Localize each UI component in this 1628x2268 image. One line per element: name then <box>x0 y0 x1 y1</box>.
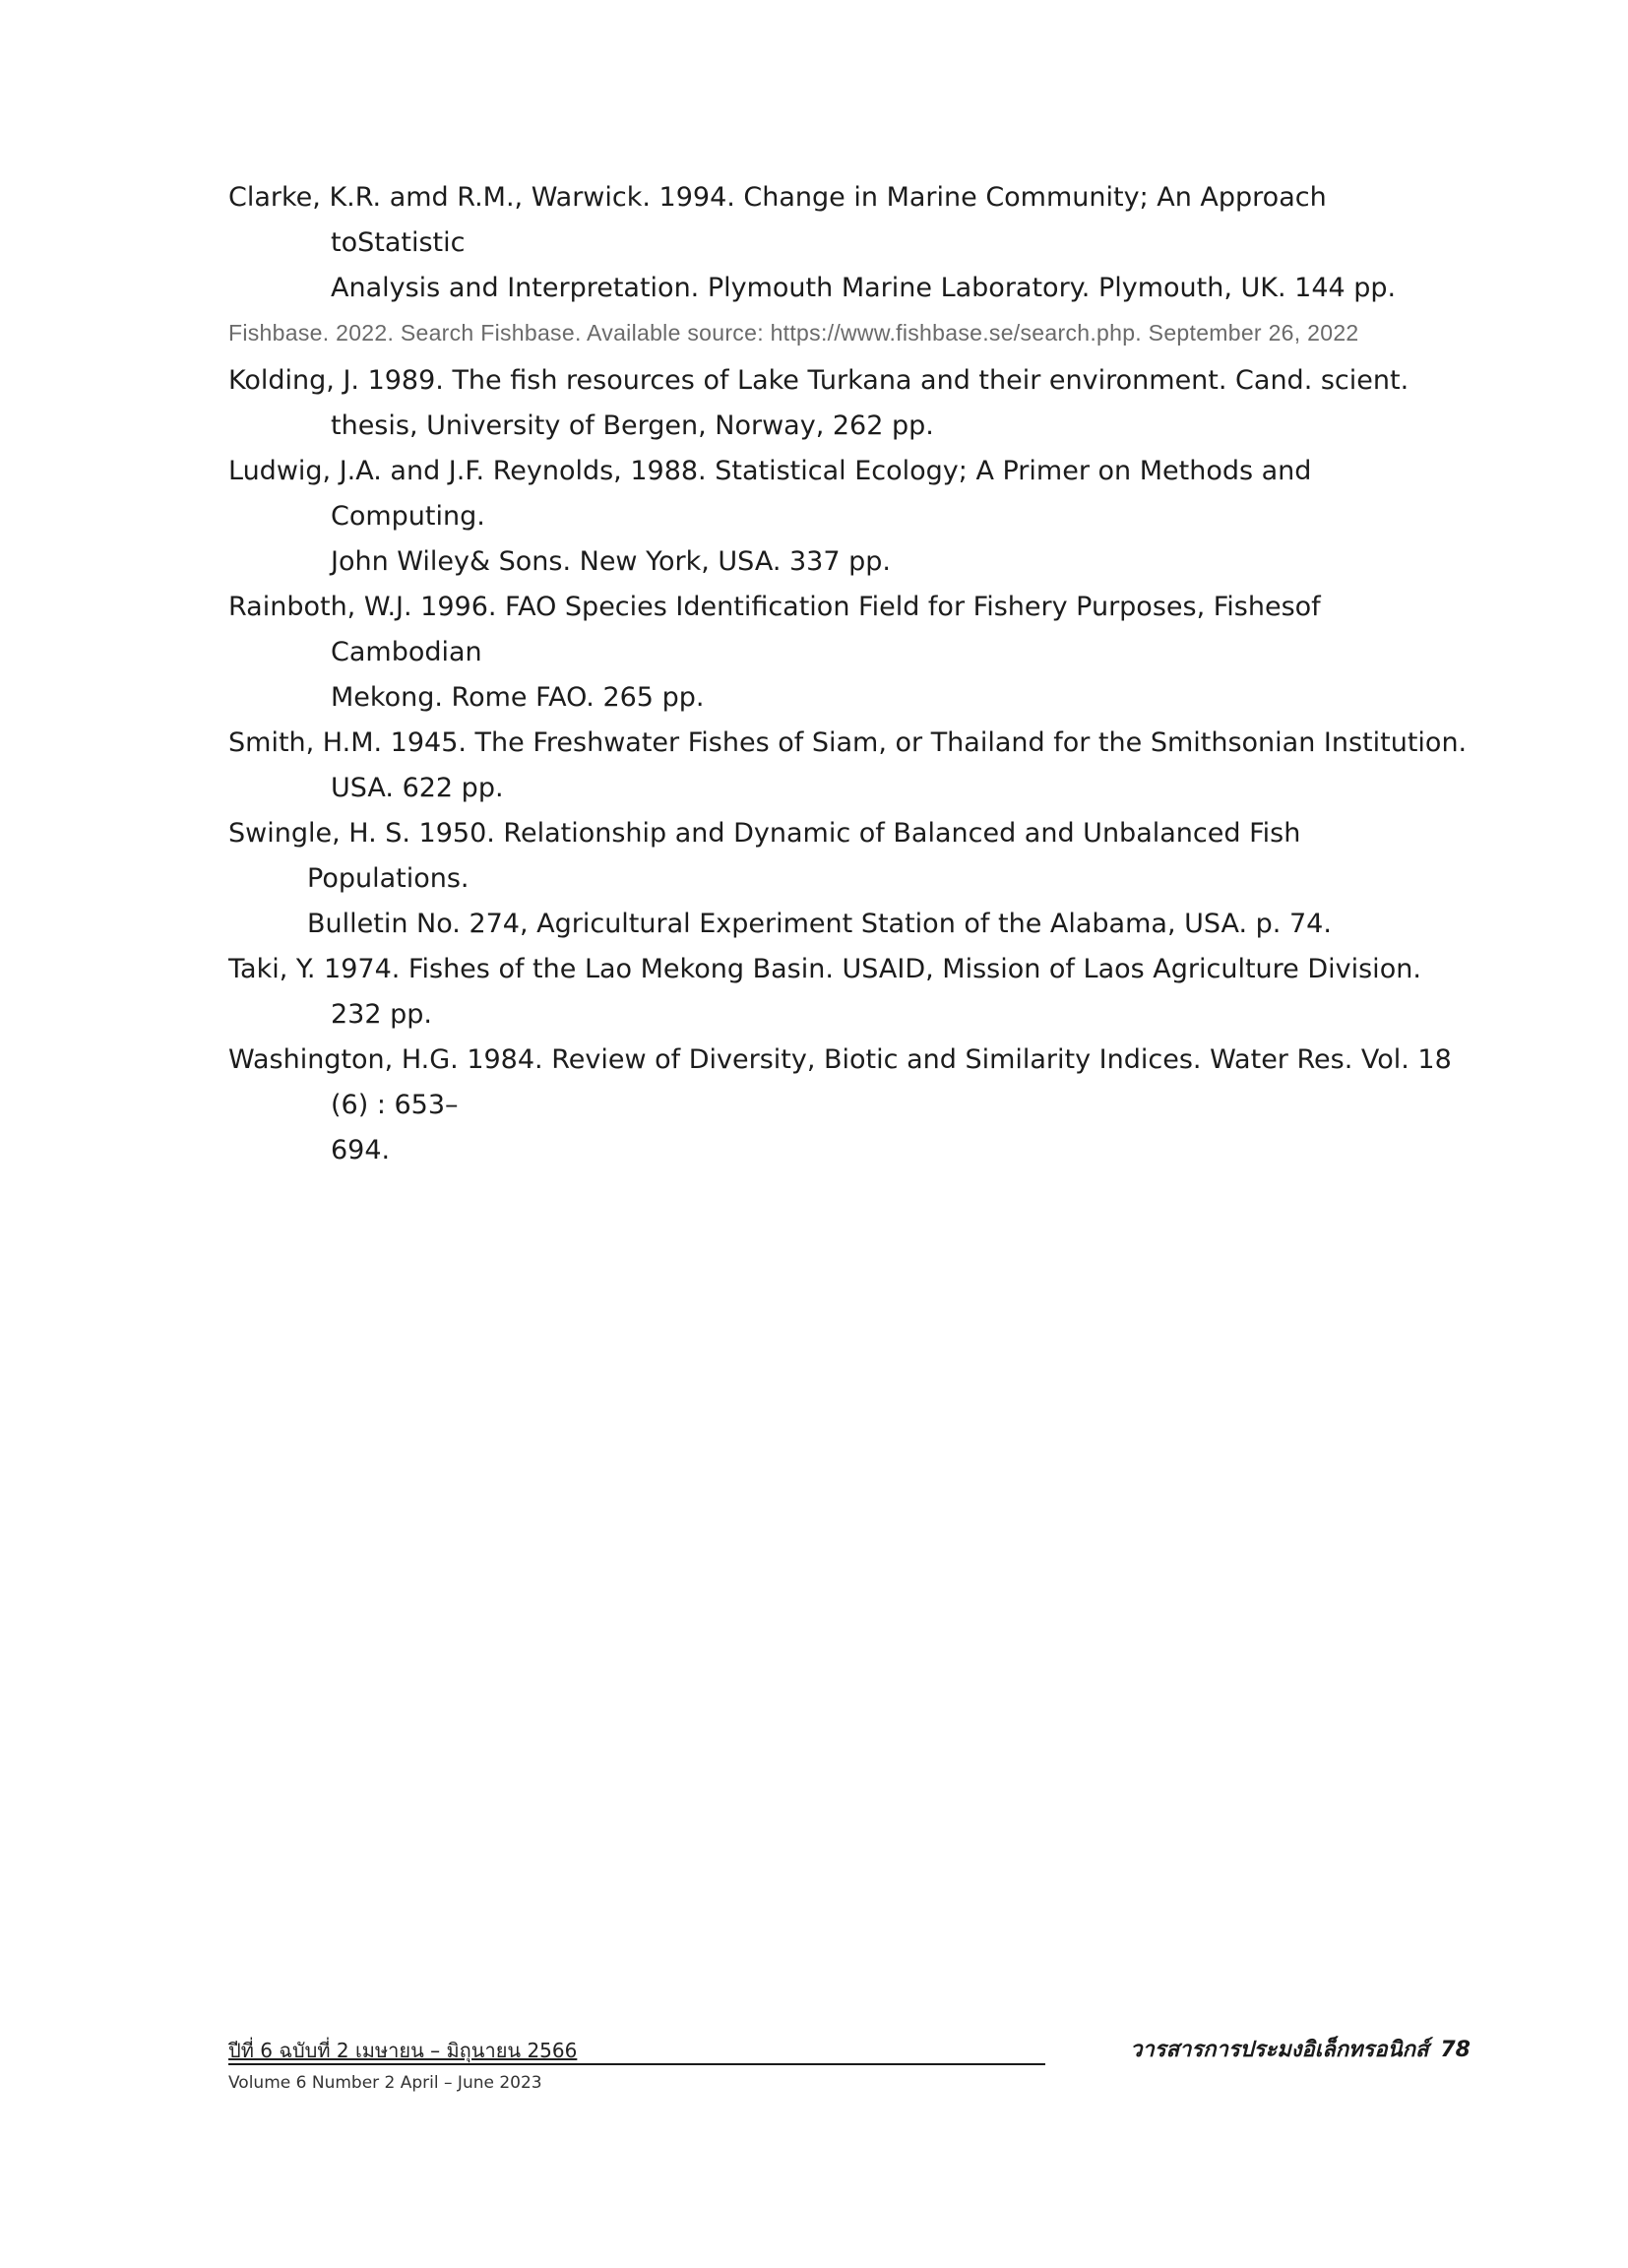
reference-text: Ludwig, J.A. and J.F. Reynolds, 1988. Statistical Ecology; A Primer on Methods and Computing. <box>228 456 1312 532</box>
reference-list <box>228 175 1469 1173</box>
footer-issue-thai: ปีที่ 6 ฉบับที่ 2 เมษายน – มิถุนายน 2566 <box>228 2039 578 2062</box>
reference-text: Taki, Y. 1974. Fishes of the Lao Mekong Basin. USAID, Mission of Laos Agriculture Division. 232 pp. <box>228 954 1421 1030</box>
reference-entry-washington <box>228 1038 1469 1173</box>
reference-entry-rainboth <box>228 585 1469 721</box>
reference-text: Swingle, H. S. 1950. Relationship and Dynamic of Balanced and Unbalanced Fish Populations. <box>228 818 1301 894</box>
reference-text: Washington, H.G. 1984. Review of Diversity, Biotic and Similarity Indices. Water Res. Vol. 18 (6) : 653– <box>228 1044 1452 1120</box>
reference-entry-taki <box>228 947 1469 1038</box>
reference-entry-smith <box>228 721 1469 811</box>
reference-text-continued: Mekong. Rome FAO. 265 pp. <box>331 682 705 713</box>
reference-text-continued: 694. <box>331 1135 391 1166</box>
reference-text: Clarke, K.R. amd R.M., Warwick. 1994. Change in Marine Community; An Approach toStatistic <box>228 182 1327 258</box>
page-number: 78 <box>1440 2038 1471 2062</box>
reference-text: Smith, H.M. 1945. The Freshwater Fishes of Siam, or Thailand for the Smithsonian Institution. <box>228 727 1468 758</box>
journal-name: วารสารการประมงอิเล็กทรอนิกส์ <box>1130 2038 1429 2062</box>
page-footer <box>228 2036 1471 2114</box>
reference-text-continued: USA. 622 pp. <box>331 773 504 803</box>
reference-text: Kolding, J. 1989. The fish resources of Lake Turkana and their environment. Cand. scient. <box>228 365 1409 396</box>
reference-text-continued: thesis, University of Bergen, Norway, 262 pp. <box>331 410 934 441</box>
reference-entry-clarke <box>228 175 1469 311</box>
reference-text: Rainboth, W.J. 1996. FAO Species Identification Field for Fishery Purposes, Fishesof Cambodian <box>228 592 1321 667</box>
footer-divider <box>228 2063 1045 2065</box>
reference-entry-swingle <box>228 811 1469 947</box>
reference-entry-fishbase <box>228 313 1469 352</box>
reference-entry-kolding <box>228 358 1469 449</box>
reference-text-continued: Bulletin No. 274, Agricultural Experiment Station of the Alabama, USA. p. 74. <box>307 909 1332 939</box>
footer-issue-english: Volume 6 Number 2 April – June 2023 <box>228 2073 542 2093</box>
reference-text: Fishbase. 2022. Search Fishbase. Available source: https://www.fishbase.se/search.php. September 26, 2022 <box>228 320 1359 346</box>
reference-text-continued: John Wiley& Sons. New York, USA. 337 pp. <box>331 546 891 577</box>
reference-entry-ludwig <box>228 449 1469 585</box>
footer-journal-title <box>1130 2036 1471 2065</box>
reference-text-continued: Analysis and Interpretation. Plymouth Marine Laboratory. Plymouth, UK. 144 pp. <box>331 273 1397 303</box>
